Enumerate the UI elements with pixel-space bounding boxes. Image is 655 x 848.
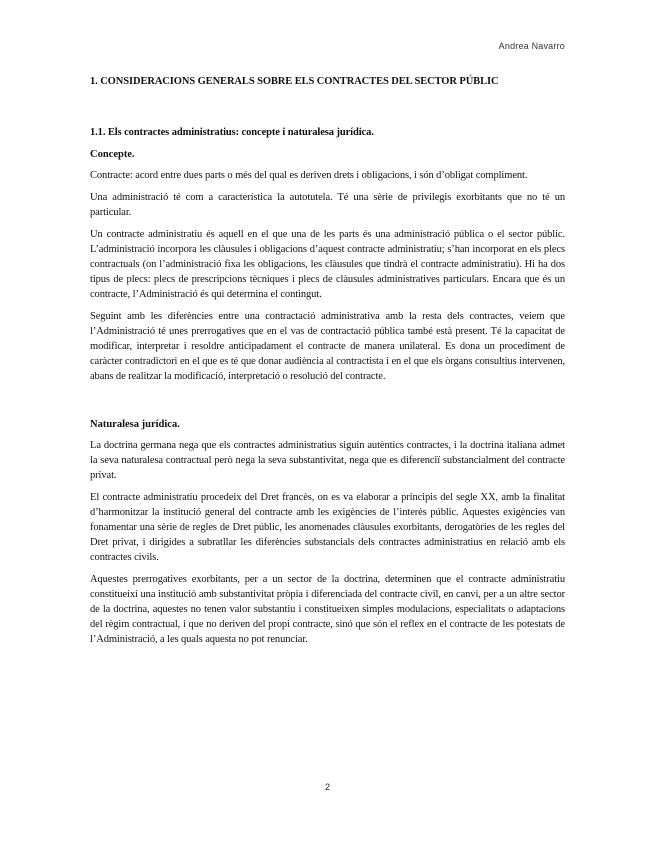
paragraph: Seguint amb les diferències entre una contractació administrativa amb la resta dels contractes, veiem que l’Administració té unes prerrogatives que en el vas de contractació pública també està present. Té la capacitat de modificar, interpretar i resoldre anticipadament el contracte de manera unilateral. Es dona un procediment de caràcter contradictori en el que es té que donar audiència al contractista i en el que els òrgans consultius intervenen, abans de realitzar la modificació, interpretació o resolució del contracte. xyxy=(90,311,565,382)
section-heading: 1.1. Els contractes administratius: concepte i naturalesa jurídica. xyxy=(90,127,374,138)
paragraph: La doctrina germana nega que els contractes administratius siguin autèntics contractes, i la doctrina italiana admet la seva naturalesa contractual però nega la seva substantivitat, nega que es diferenciï substancialment del contracte privat. xyxy=(90,440,565,481)
document-body xyxy=(90,76,565,654)
subsection-heading-concepte: Concepte. xyxy=(90,149,135,160)
page-number: 2 xyxy=(324,782,330,792)
page-header-author: Andrea Navarro xyxy=(498,41,565,51)
document-title: 1. CONSIDERACIONS GENERALS SOBRE ELS CONTRACTES DEL SECTOR PÚBLIC xyxy=(90,76,499,87)
paragraph: Aquestes prerrogatives exorbitants, per a un sector de la doctrina, determinen que el contracte administratiu constitueixi una institució amb substantivitat pròpia i diferenciada del contracte civil, en canvi, per a un altre sector de la doctrina, aquestes no tenen valor substantiu i constitueixen simples modulacions, especialitats o adaptacions del règim contractual, i que no deriven del propi contracte, sinó que són el reflex en el contracte de les potestats de l’Administració, a les quals aquesta no pot renunciar. xyxy=(90,574,565,645)
paragraph: Una administració té com a característica la autotutela. Té una sèrie de privilegis exorbitants que no té un particular. xyxy=(90,192,565,218)
paragraph: El contracte administratiu procedeix del Dret francès, on es va elaborar a principis del segle XX, amb la finalitat d’harmonitzar la institució general del contracte amb les exigències de l’interès públic. Aquestes exigències van fonamentar una sèrie de regles de Dret públic, les anomenades clàusules exorbitants, derogatòries de les regles del Dret privat, i dirigides a subratllar les diferències substancials dels contractes administratius en relació amb els contractes civils. xyxy=(90,492,565,563)
section-spacer xyxy=(90,391,565,419)
paragraph: Un contracte administratiu és aquell en el que una de les parts és una administració pública o el sector públic. L’administració incorpora les clàusules i obligacions d’aquest contracte administratiu; s’han incorporat en els plecs contractuals (on l’administració fixa les obligacions, les clàusules que tindrà el contracte administratiu). Hi ha dos tipus de plecs: plecs de prescripcions tècniques i plecs de clàusules administratives particulars. Encara que és un contracte, l’Administració és qui determina el contingut. xyxy=(90,229,565,300)
subsection-heading-naturalesa: Naturalesa jurídica. xyxy=(90,419,180,430)
paragraph: Contracte: acord entre dues parts o més del qual es deriven drets i obligacions, i són d’obligat compliment. xyxy=(90,170,528,181)
